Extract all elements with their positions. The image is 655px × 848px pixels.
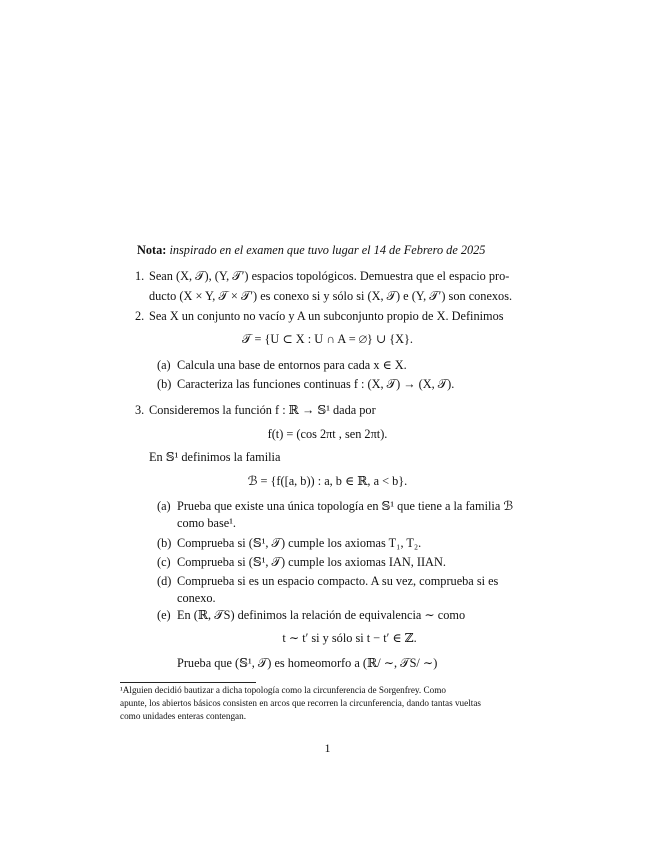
problem-3-equation-3: t ∼ t′ si y sólo si t − t′ ∈ ℤ. <box>282 631 417 645</box>
part-text-line-2: conexo. <box>177 591 216 605</box>
problem-number: 3. <box>135 403 145 417</box>
problem-3-intermediate-text: En 𝕊¹ definimos la familia <box>149 450 281 464</box>
part-label: (b) <box>157 536 172 550</box>
part-text-line-2: como base¹. <box>177 516 237 530</box>
problem-2-equation: 𝒯 = {U ⊂ X : U ∩ A = ∅} ∪ {X}. <box>242 332 413 346</box>
part-label: (a) <box>157 358 171 372</box>
problem-3-final <box>177 653 577 673</box>
part-label: (e) <box>157 608 171 622</box>
footnote-line-2: apunte, los abiertos básicos consisten en arcos que recorren la circunferencia, dando tantas vueltas <box>120 698 481 708</box>
part-text-line-1: Prueba que existe una única topología en 𝕊¹ que tiene a la familia ℬ <box>177 499 514 513</box>
part-text: Comprueba si (𝕊¹, 𝒯) cumple los axiomas IAN, IIAN. <box>177 555 446 569</box>
footnote <box>120 684 535 723</box>
problem-number: 1. <box>135 269 145 283</box>
part-label: (d) <box>157 574 172 588</box>
footnote-line-1: ¹Alguien decidió bautizar a dicha topología como la circunferencia de Sorgenfrey. Como <box>120 685 446 695</box>
note-label: Nota: <box>137 243 167 257</box>
problem-3-line-1: Consideremos la función f : ℝ → 𝕊¹ dada por <box>149 403 376 417</box>
part-label: (c) <box>157 555 171 569</box>
problem-3-equation-2: ℬ = {f([a, b)) : a, b ∈ ℝ, a < b}. <box>247 474 408 488</box>
part-text: Caracteriza las funciones continuas f : (X, 𝒯) → (X, 𝒯). <box>177 377 455 391</box>
problem-2-line-1: Sea X un conjunto no vacío y A un subconjunto propio de X. Definimos <box>149 309 504 323</box>
problem-1-line-1: Sean (X, 𝒯), (Y, 𝒯′) espacios topológicos. Demuestra que el espacio pro- <box>149 269 510 283</box>
part-text: Calcula una base de entornos para cada x ∈ X. <box>177 358 407 372</box>
exam-note <box>137 240 537 260</box>
problem-3-equation-1: f(t) = (cos 2πt , sen 2πt). <box>267 427 388 441</box>
problem-3-final-text: Prueba que (𝕊¹, 𝒯) es homeomorfo a (ℝ/ ∼, 𝒯S/ ∼) <box>177 656 438 670</box>
part-text: En (ℝ, 𝒯S) definimos la relación de equivalencia ∼ como <box>177 608 466 622</box>
part-text-line-1: Comprueba si es un espacio compacto. A su vez, comprueba si es <box>177 574 499 588</box>
part-label: (a) <box>157 499 171 513</box>
part-text: Comprueba si (𝕊¹, 𝒯) cumple los axiomas T₁, T₂. <box>177 536 422 550</box>
problem-number: 2. <box>135 309 145 323</box>
page-number: 1 <box>324 741 331 755</box>
footnote-line-3: como unidades enteras contengan. <box>120 711 247 721</box>
part-label: (b) <box>157 377 172 391</box>
problem-1-line-2: ducto (X × Y, 𝒯 × 𝒯′) es conexo si y sólo si (X, 𝒯) e (Y, 𝒯′) son conexos. <box>149 289 513 303</box>
problem-3-intermediate <box>149 447 549 467</box>
note-text: inspirado en el examen que tuvo lugar el 14 de Febrero de 2025 <box>169 243 486 257</box>
footnote-rule <box>120 682 256 683</box>
